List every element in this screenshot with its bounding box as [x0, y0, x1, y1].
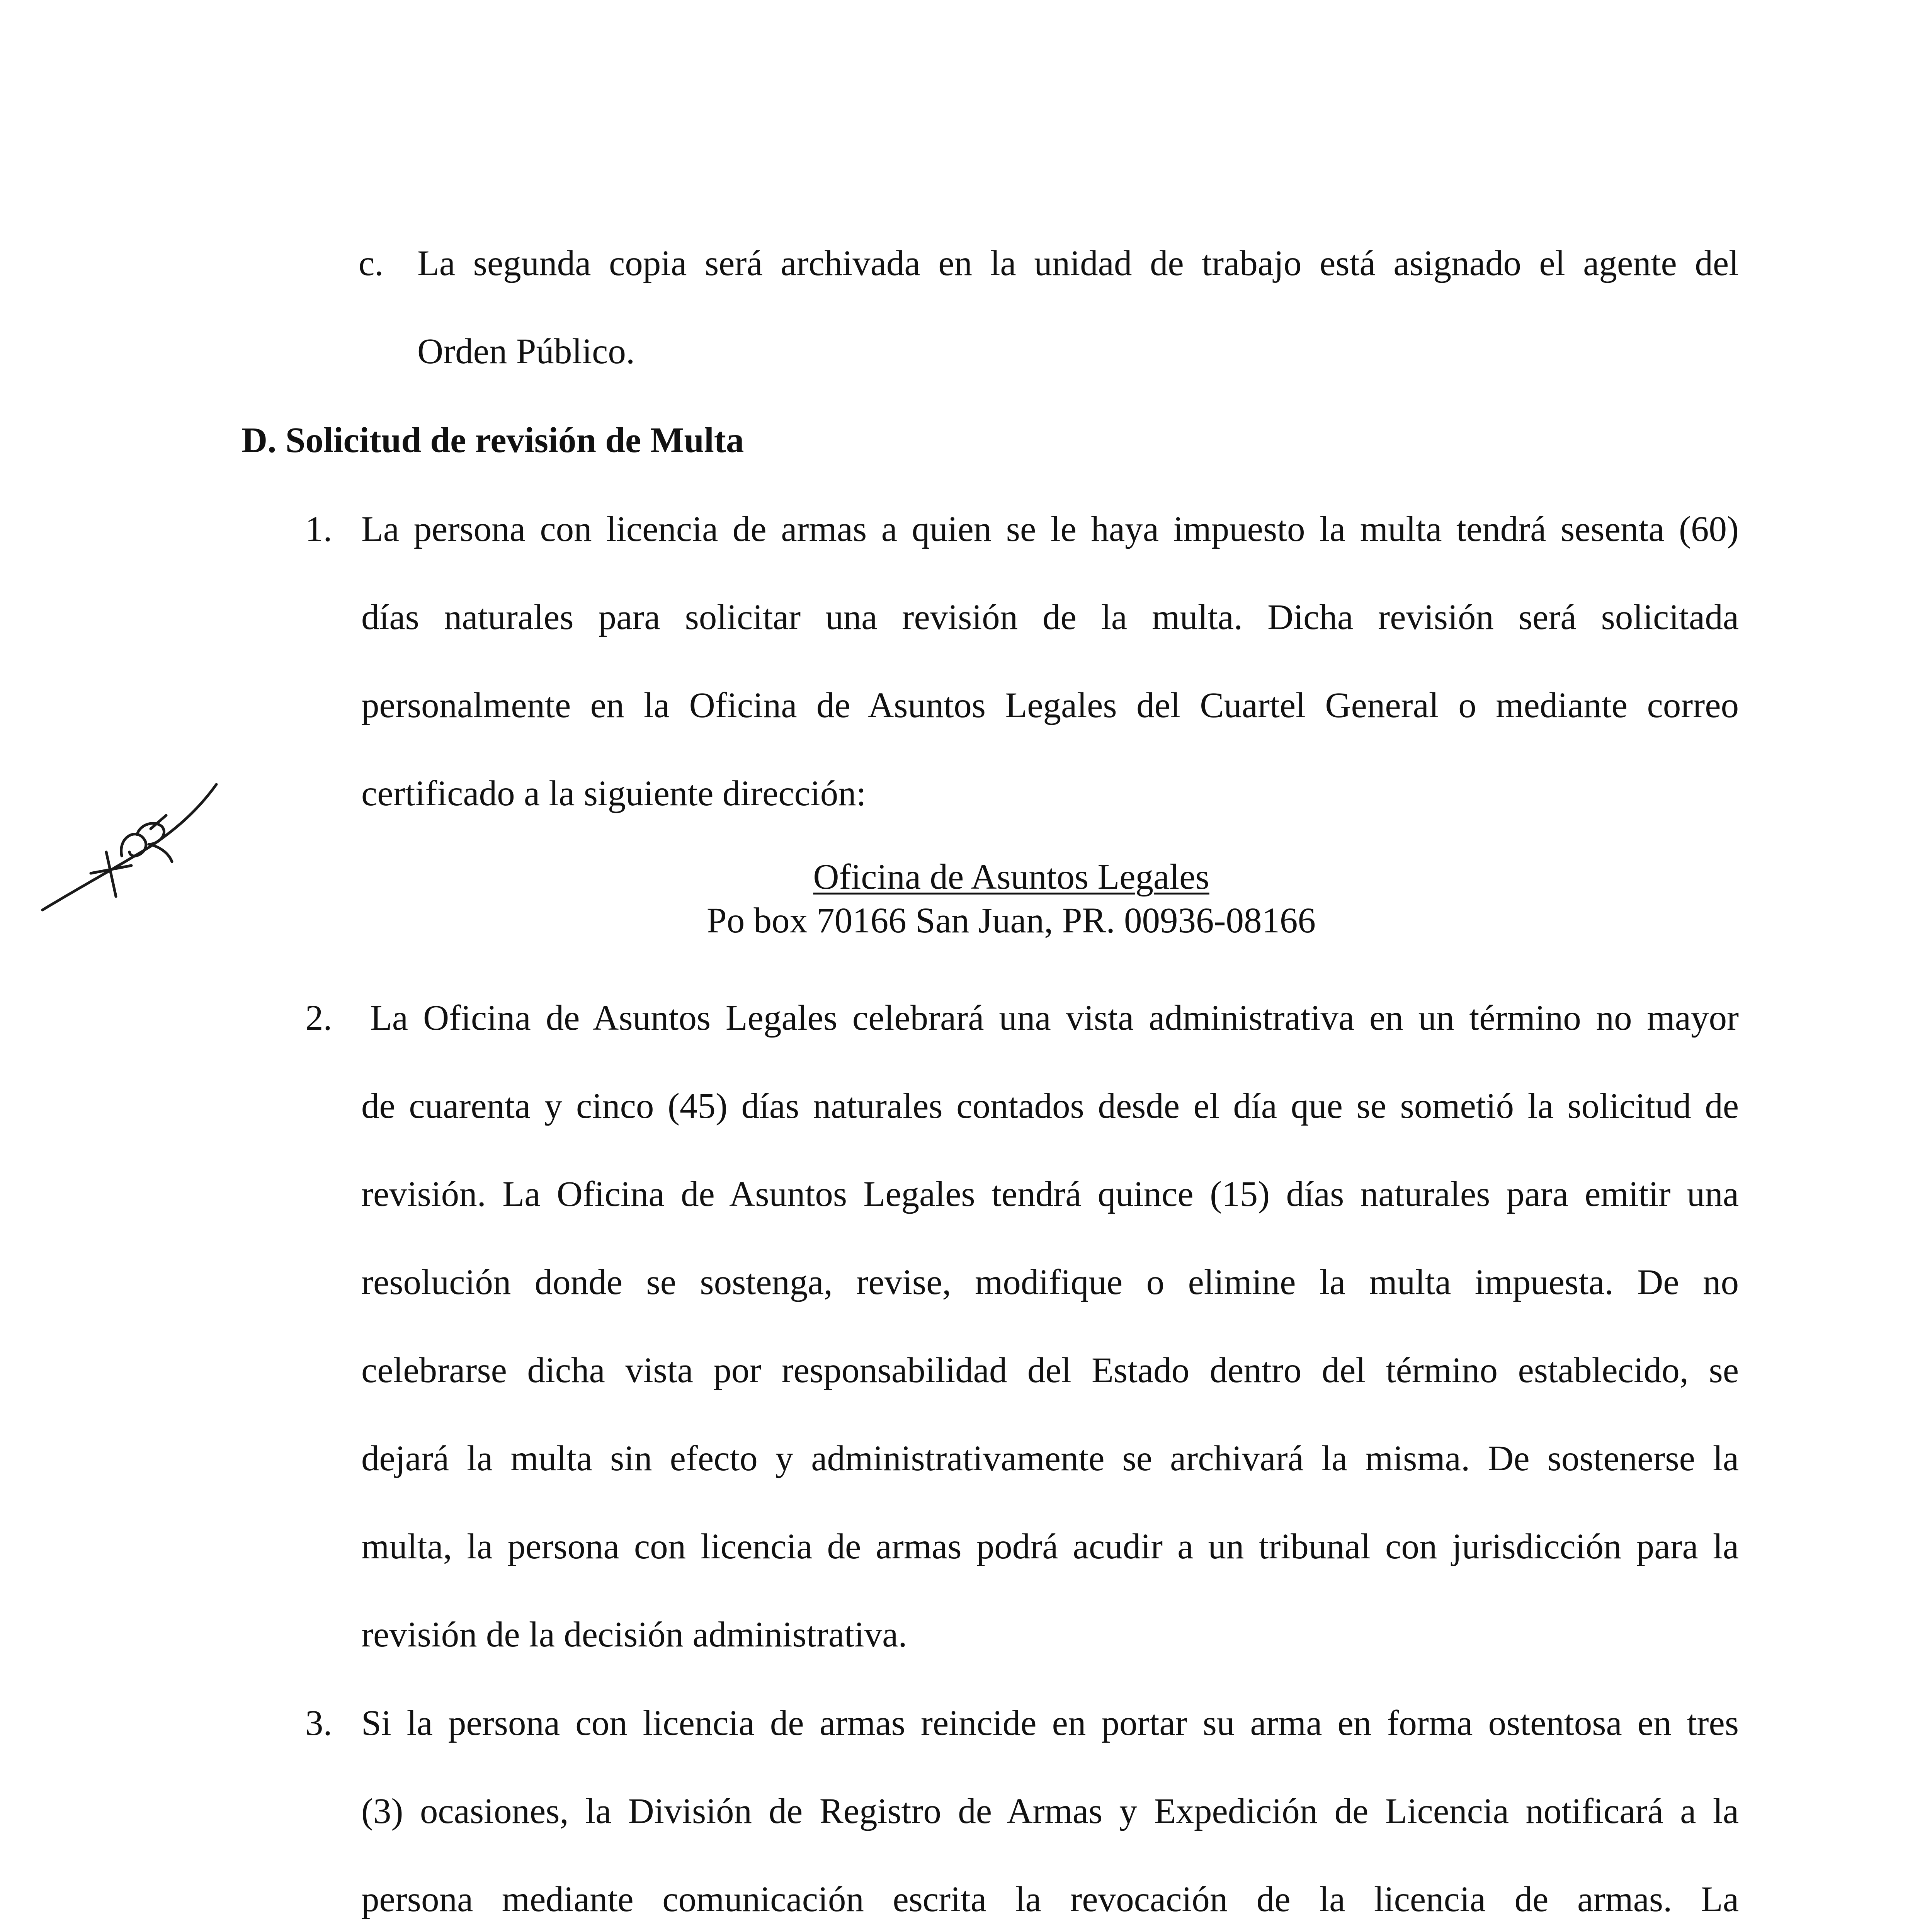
paragraph-line: Si la persona con licencia de armas reincide en portar su arma en forma ostentosa en tres	[361, 1703, 1739, 1743]
paragraph-line: días naturales para solicitar una revisión de la multa. Dicha revisión será solicitada	[361, 597, 1739, 637]
paragraph-line: personalmente en la Oficina de Asuntos Legales del Cuartel General o mediante correo	[361, 685, 1739, 725]
paragraph-line: multa, la persona con licencia de armas podrá acudir a un tribunal con jurisdicción para la	[361, 1527, 1739, 1566]
paragraph-line: La Oficina de Asuntos Legales celebrará una vista administrativa en un término no mayor	[370, 998, 1739, 1038]
paragraph-line: revisión. La Oficina de Asuntos Legales tendrá quince (15) días naturales para emitir una	[361, 1174, 1739, 1214]
section-heading: D. Solicitud de revisión de Multa	[242, 420, 744, 460]
list-marker-2: 2.	[305, 998, 332, 1038]
paragraph-line: (3) ocasiones, la División de Registro de Armas y Expedición de Licencia notificará a la	[361, 1791, 1739, 1831]
paragraph-line: celebrarse dicha vista por responsabilidad del Estado dentro del término establecido, se	[361, 1350, 1739, 1390]
paragraph-line: resolución donde se sostenga, revise, modifique o elimine la multa impuesta. De no	[361, 1262, 1739, 1302]
paragraph-line: dejará la multa sin efecto y administrativamente se archivará la misma. De sostenerse la	[361, 1439, 1739, 1478]
address-office-text: Oficina de Asuntos Legales	[813, 857, 1209, 897]
paragraph-line: La segunda copia será archivada en la unidad de trabajo está asignado el agente del	[417, 243, 1739, 283]
list-marker-3: 3.	[305, 1703, 332, 1743]
handwritten-initials-icon	[35, 769, 228, 931]
paragraph-line: persona mediante comunicación escrita la revocación de la licencia de armas. La	[361, 1879, 1739, 1919]
paragraph-line: La persona con licencia de armas a quien se le haya impuesto la multa tendrá sesenta (60)	[361, 509, 1739, 549]
address-po-box: Po box 70166 San Juan, PR. 00936-08166	[707, 901, 1316, 940]
paragraph-line: revisión de la decisión administrativa.	[361, 1615, 907, 1655]
paragraph-line: certificado a la siguiente dirección:	[361, 774, 866, 813]
paragraph-line: Orden Público.	[417, 332, 635, 371]
list-marker-c: c.	[359, 243, 384, 283]
paragraph-line: de cuarenta y cinco (45) días naturales contados desde el día que se sometió la solicitud de	[361, 1086, 1739, 1126]
list-marker-1: 1.	[305, 509, 332, 549]
address-office	[0, 856, 1932, 898]
